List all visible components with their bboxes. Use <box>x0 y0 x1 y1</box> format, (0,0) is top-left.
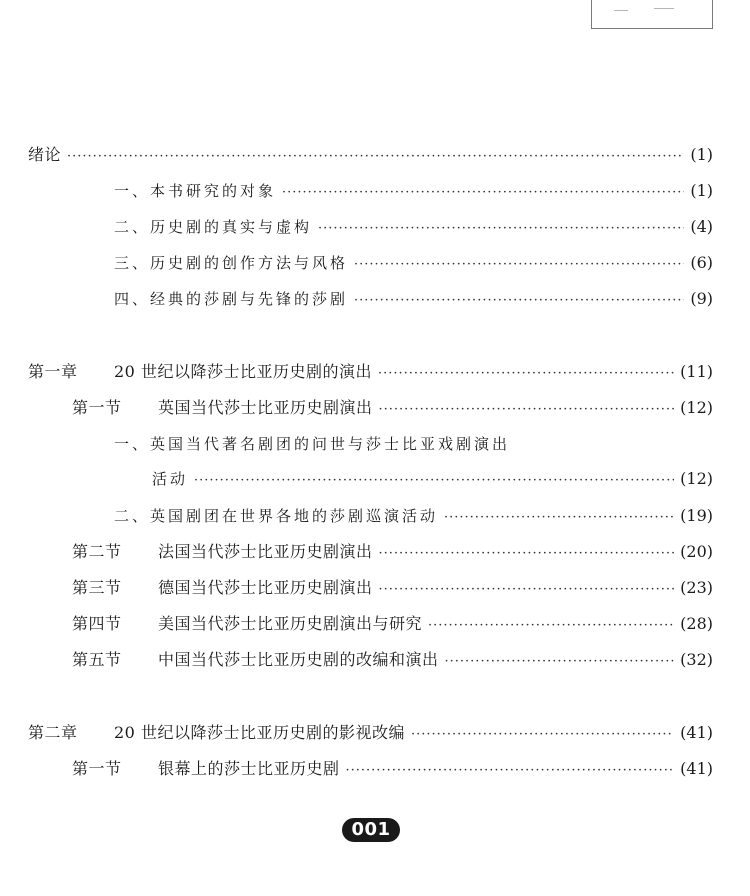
toc-entry-item[interactable] <box>114 434 713 454</box>
toc-leader <box>379 580 675 600</box>
toc-leader <box>354 291 684 311</box>
toc-entry-page: (28) <box>680 614 713 633</box>
toc-entry-item[interactable] <box>114 181 713 203</box>
toc-entry-title: 二、历史剧的真实与虚构 <box>114 218 313 236</box>
toc-leader <box>379 544 675 564</box>
toc-entry-section[interactable] <box>72 578 713 600</box>
header-mark <box>614 4 628 11</box>
toc-entry-label: 第一节 <box>72 759 122 778</box>
toc-leader <box>444 508 674 528</box>
toc-leader <box>379 400 675 420</box>
toc-entry-title: 法国当代莎士比亚历史剧演出 <box>158 542 373 561</box>
toc-leader <box>411 725 674 745</box>
toc-entry-page: (1) <box>690 145 713 164</box>
toc-entry-item[interactable] <box>114 506 713 528</box>
page-number-badge: 001 <box>342 818 400 842</box>
toc-entry-title: 美国当代莎士比亚历史剧演出与研究 <box>158 614 423 633</box>
toc-entry-label: 第二章 <box>28 723 78 742</box>
toc-entry-section[interactable] <box>72 614 713 636</box>
toc-entry-page: (12) <box>680 398 713 417</box>
toc-entry-page: (41) <box>680 723 713 742</box>
toc-entry-page: (20) <box>680 542 713 561</box>
toc-leader <box>346 761 675 781</box>
toc-entry-title: 一、本书研究的对象 <box>114 182 277 200</box>
toc-entry-title: 20 世纪以降莎士比亚历史剧的影视改编 <box>114 723 405 742</box>
toc-entry-item[interactable] <box>114 253 713 275</box>
toc-entry-title: 英国当代莎士比亚历史剧演出 <box>158 398 373 417</box>
toc-entry-title: 二、英国剧团在世界各地的莎剧巡演活动 <box>114 507 439 525</box>
toc-entry-page: (11) <box>680 362 713 381</box>
toc-entry-title: 德国当代莎士比亚历史剧演出 <box>158 578 373 597</box>
toc-entry-label: 第二节 <box>72 542 122 561</box>
toc-leader <box>67 147 684 167</box>
toc-leader <box>282 183 684 203</box>
toc-entry-title: 三、历史剧的创作方法与风格 <box>114 254 349 272</box>
toc-entry-label: 第五节 <box>72 650 122 669</box>
toc-entry-title: 四、经典的莎剧与先锋的莎剧 <box>114 290 349 308</box>
toc-entry-chapter-2[interactable] <box>28 723 713 745</box>
toc-entry-section[interactable] <box>72 650 713 672</box>
toc-entry-page: (19) <box>680 506 713 525</box>
toc-leader <box>354 255 684 275</box>
toc-entry-label: 第一节 <box>72 398 122 417</box>
toc-entry-title: 绪论 <box>28 145 62 164</box>
toc-entry-page: (9) <box>690 289 713 308</box>
toc-entry-page: (23) <box>680 578 713 597</box>
toc-entry-page: (12) <box>680 469 713 488</box>
toc-entry-item[interactable] <box>114 289 713 311</box>
toc-entry-title: 20 世纪以降莎士比亚历史剧的演出 <box>114 362 372 381</box>
header-mark <box>654 8 674 9</box>
toc-entry-title: 中国当代莎士比亚历史剧的改编和演出 <box>158 650 439 669</box>
toc-entry-section[interactable] <box>72 398 713 420</box>
toc-leader <box>428 616 674 636</box>
toc-leader <box>318 219 684 239</box>
toc-leader <box>445 652 675 672</box>
toc-entry-section[interactable] <box>72 542 713 564</box>
toc-entry-item[interactable] <box>114 217 713 239</box>
toc-entry-chapter-1[interactable] <box>28 362 713 384</box>
toc-entry-page: (41) <box>680 759 713 778</box>
header-decoration <box>591 0 713 29</box>
toc-entry-section[interactable] <box>72 759 713 781</box>
toc-entry-title: 银幕上的莎士比亚历史剧 <box>158 759 340 778</box>
toc-entry-page: (32) <box>680 650 713 669</box>
toc-entry-introduction[interactable] <box>28 145 713 167</box>
toc-entry-label: 第一章 <box>28 362 78 381</box>
toc-entry-label: 第四节 <box>72 614 122 633</box>
toc-entry-page: (1) <box>690 181 713 200</box>
toc-entry-title: 一、英国当代著名剧团的问世与莎士比亚戏剧演出 <box>114 435 511 453</box>
toc-entry-title: 活动 <box>152 470 189 488</box>
toc-entry-label: 第三节 <box>72 578 122 597</box>
toc-entry-item-continuation[interactable] <box>152 469 713 491</box>
toc-leader <box>194 471 674 491</box>
toc-leader <box>378 364 674 384</box>
toc-entry-page: (4) <box>690 217 713 236</box>
toc-entry-page: (6) <box>690 253 713 272</box>
